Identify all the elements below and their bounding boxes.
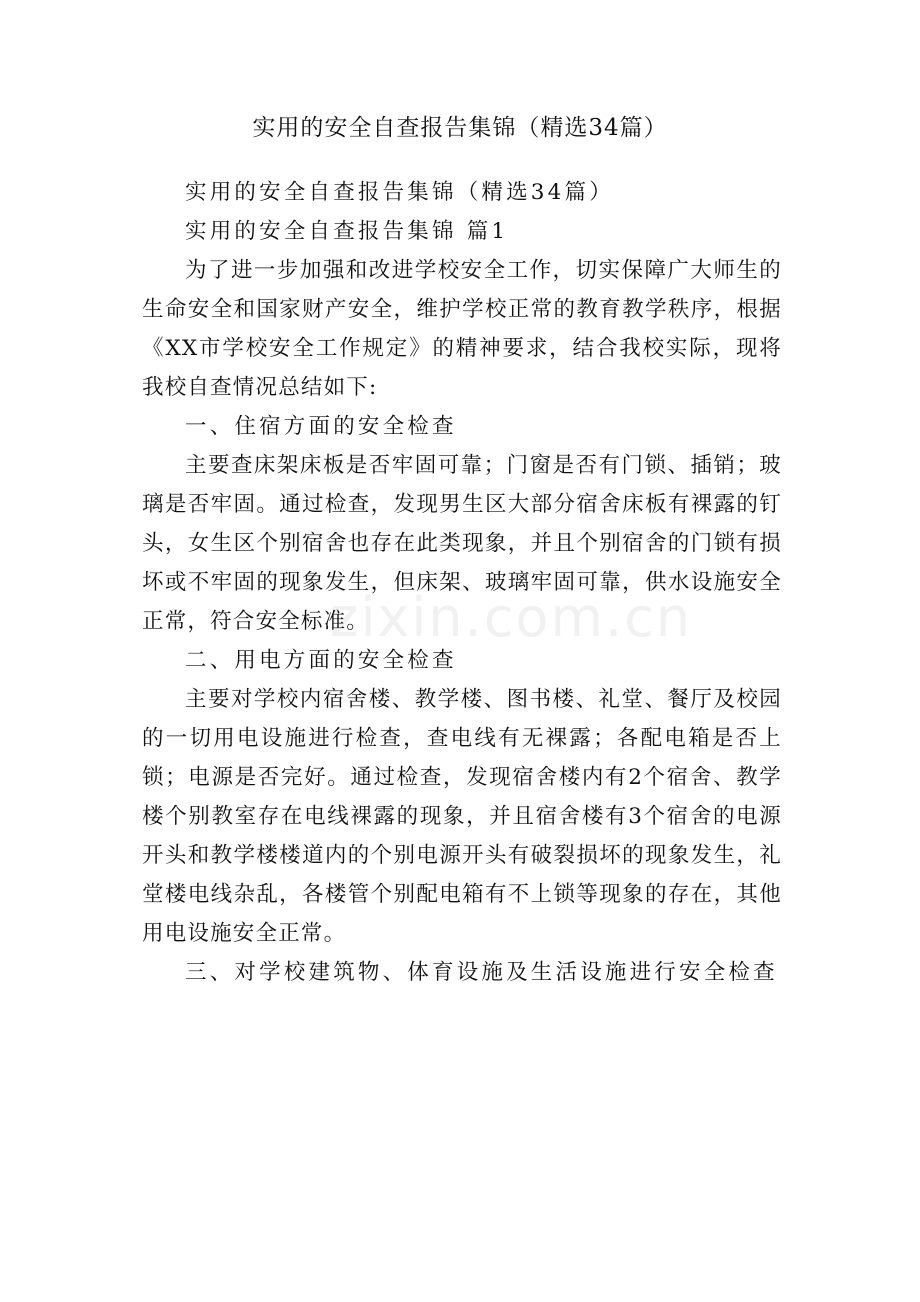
paragraph-heading-electricity: 二、用电方面的安全检查	[185, 648, 457, 673]
watermark: zixin.com.cn	[330, 586, 693, 649]
paragraph-intro: 为了进一步加强和改进学校安全工作，切实保障广大师生的生命安全和国家财产安全，维护学校正常的教育教学秩序，根据《XX市学校安全工作规定》的精神要求，结合我校实际，现将我校自查情况总结如下:	[142, 258, 782, 400]
paragraph-electricity: 主要对学校内宿舍楼、教学楼、图书楼、礼堂、餐厅及校园的一切用电设施进行检查，查电线有无裸露；各配电箱是否上锁；电源是否完好。通过检查，发现宿舍楼内有2个宿舍、教学楼个别教室存在电线裸露的现象，并且宿舍楼有3个宿舍的电源开头和教学楼楼道内的个别电源开头有破裂损坏的现象发生，礼堂楼电线杂乱，各楼管个别配电箱有不上锁等现象的存在，其他用电设施安全正常。	[142, 687, 782, 946]
paragraph-dormitory: 主要查床架床板是否牢固可靠；门窗是否有门锁、插销；玻璃是否牢固。通过检查，发现男生区大部分宿舍床板有裸露的钉头，女生区个别宿舍也存在此类现象，并且个别宿舍的门锁有损坏或不牢固的现象发生，但床架、玻璃牢固可靠，供水设施安全正常，符合安全标准。	[142, 453, 782, 634]
paragraph-heading-buildings: 三、对学校建筑物、体育设施及生活设施进行安全检查	[185, 960, 778, 985]
document-title: 实用的安全自查报告集锦（精选34篇）	[252, 115, 668, 141]
document-body	[142, 173, 782, 992]
paragraph-subtitle: 实用的安全自查报告集锦（精选34篇）	[185, 180, 614, 205]
paragraph-section-heading: 实用的安全自查报告集锦 篇1	[185, 219, 509, 244]
paragraph-heading-dormitory: 一、住宿方面的安全检查	[185, 414, 457, 439]
